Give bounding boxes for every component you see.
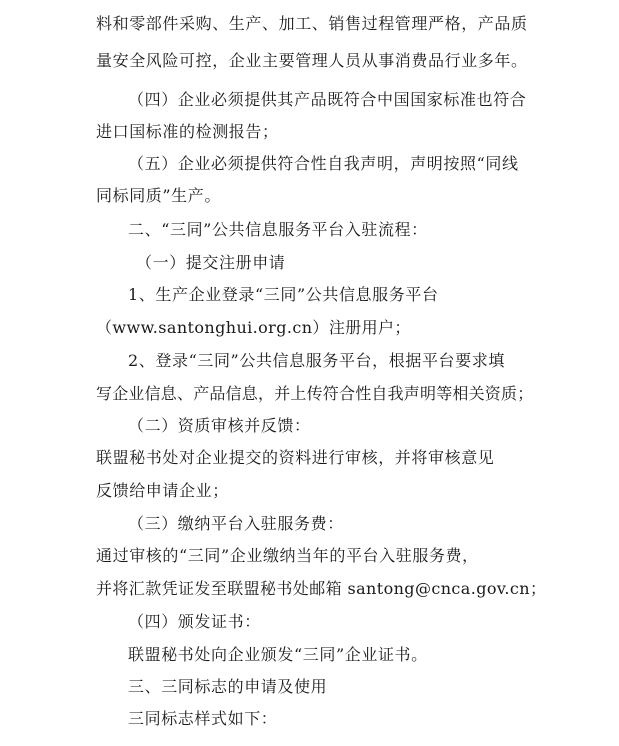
paragraph-line-11: 2、登录“三同”公共信息服务平台，根据平台要求填: [128, 351, 505, 370]
email-line: 并将汇款凭证发至联盟秘书处邮箱 santong@cnca.gov.cn；: [96, 579, 547, 598]
section-heading-2: 二、“三同”公共信息服务平台入驻流程：: [128, 220, 428, 239]
paragraph-line-22: 三同标志样式如下：: [128, 709, 278, 728]
paragraph-line-1: 料和零部件采购、生产、加工、销售过程管理严格，产品质: [96, 14, 528, 33]
paragraph-line-20: 联盟秘书处向企业颁发“三同”企业证书。: [128, 645, 428, 664]
section-heading-3: 三、三同标志的申请及使用: [128, 677, 328, 696]
paragraph-line-6: 同标同质”生产。: [96, 186, 221, 205]
paragraph-line-15: 反馈给申请企业；: [96, 481, 229, 500]
paragraph-line-5: （五）企业必须提供符合性自我声明，声明按照“同线: [128, 154, 519, 173]
paragraph-line-3: （四）企业必须提供其产品既符合中国国家标准也符合: [128, 90, 527, 109]
subheading-2: （二）资质审核并反馈：: [128, 416, 311, 435]
paragraph-line-9: 1、生产企业登录“三同”公共信息服务平台: [128, 285, 439, 304]
subheading-1: （一）提交注册申请: [136, 253, 286, 272]
website-link-line: （www.santonghui.org.cn）注册用户；: [96, 318, 411, 337]
paragraph-line-17: 通过审核的“三同”企业缴纳当年的平台入驻服务费，: [96, 546, 479, 565]
paragraph-line-12: 写企业信息、产品信息，并上传符合性自我声明等相关资质；: [96, 384, 534, 403]
paragraph-line-2: 量安全风险可控，企业主要管理人员从事消费品行业多年。: [96, 51, 528, 70]
subheading-3: （三）缴纳平台入驻服务费：: [128, 514, 344, 533]
paragraph-line-14: 联盟秘书处对企业提交的资料进行审核，并将审核意见: [96, 448, 495, 467]
subheading-4: （四）颁发证书：: [128, 612, 261, 631]
paragraph-line-4: 进口国标准的检测报告；: [96, 122, 279, 141]
